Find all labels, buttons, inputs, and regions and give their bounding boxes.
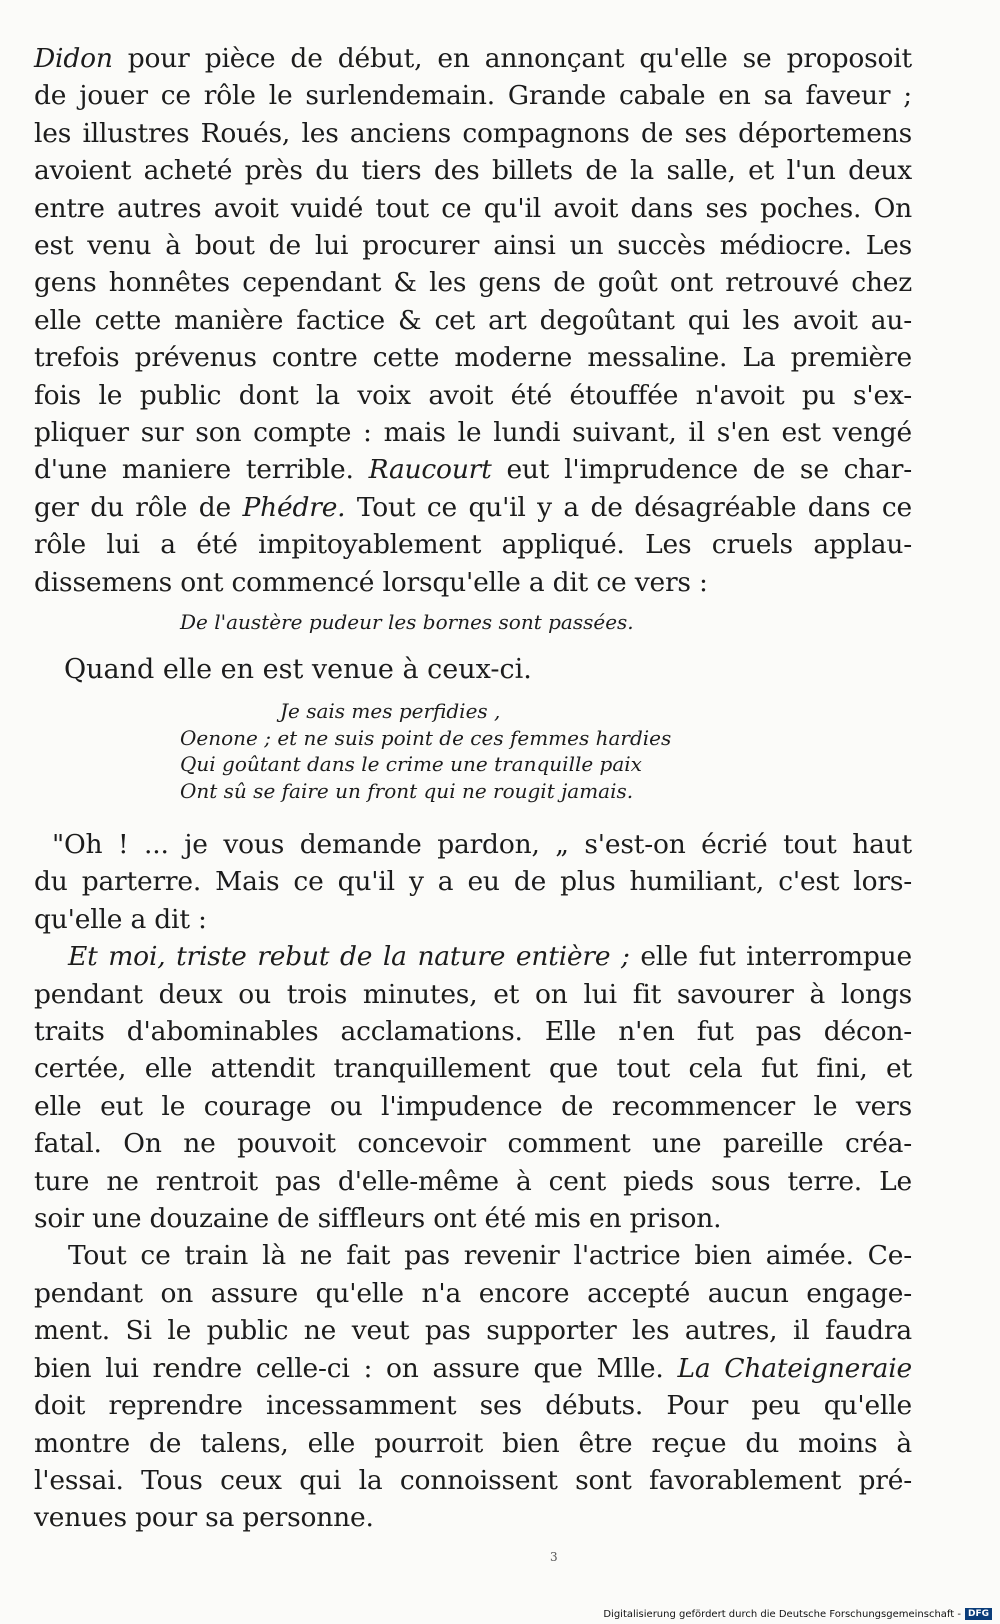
text-line [34, 1350, 912, 1387]
text-line: traits d'abominables acclamations. Elle n'en fut pas décon- [34, 1016, 912, 1048]
text-line: pliquer sur son compte : mais le lundi suivant, il s'en est vengé [34, 417, 912, 449]
chateigneraie-name: La Chateigneraie [677, 1352, 912, 1384]
text-line: gens honnêtes cependant & les gens de goût ont retrouvé chez [34, 267, 912, 299]
text-line: qu'elle a dit : [34, 903, 207, 935]
text-line: pendant deux ou trois minutes, et on lui fit savourer à longs [34, 978, 912, 1010]
phedre-title: Phédre. [242, 491, 346, 523]
verse-line: Oenone ; et ne suis point de ces femmes hardies [180, 725, 672, 750]
quoted-verses [180, 698, 671, 804]
text-line [34, 40, 912, 77]
text-line [34, 489, 912, 526]
line-text: bien lui rendre celle-ci : on assure que Mlle. [34, 1352, 664, 1384]
quoted-verse: De l'austère pudeur les bornes sont passées. [180, 610, 634, 634]
page-mark: 3 [550, 1550, 558, 1564]
text-line [34, 451, 912, 488]
text-line: est venu à bout de lui procurer ainsi un succès médiocre. Les [34, 230, 912, 262]
text-line: elle eut le courage ou l'impudence de recommencer le vers [34, 1090, 912, 1122]
text-line: de jouer ce rôle le surlendemain. Grande cabale en sa faveur ; [34, 80, 912, 112]
text-line: fois le public dont la voix avoit été étouffée n'avoit pu s'ex- [34, 379, 912, 411]
text-line: "Oh ! ... je vous demande pardon, „ s'est-on écrié tout haut [52, 829, 912, 860]
text-line: rôle lui a été impitoyablement appliqué. Les cruels applau- [34, 529, 912, 561]
transition-line: Quand elle en est venue à ceux-ci. [64, 654, 532, 685]
reaction-text [34, 826, 912, 1537]
verse-line: Ont sû se faire un front qui ne rougit jamais. [180, 778, 634, 803]
text-line: doit reprendre incessamment ses débuts. Pour peu qu'elle [34, 1390, 912, 1422]
text-line: montre de talens, elle pourroit bien être reçue du moins à [34, 1427, 912, 1459]
dfg-logo: DFG [965, 1608, 992, 1620]
text-line: pendant on assure qu'elle n'a encore accepté aucun engage- [34, 1277, 912, 1309]
raucourt-name: Raucourt [368, 454, 492, 486]
line-text: Tout ce qu'il y a de désagréable dans ce [345, 491, 913, 523]
text-line: ture ne rentroit pas d'elle-même à cent pieds sous terre. Le [34, 1165, 912, 1197]
text-line: avoient acheté près du tiers des billets de la salle, et l'un deux [34, 155, 912, 187]
text-line: ment. Si le public ne veut pas supporter les autres, il faudra [34, 1315, 912, 1347]
text-line: elle cette manière factice & cet art degoûtant qui les avoit au- [34, 304, 912, 336]
text-line: soir une douzaine de siffleurs ont été mis en prison. [34, 1203, 722, 1235]
line-text: elle fut interrompue [629, 941, 912, 973]
quoted-verse-inline: Et moi, triste rebut de la nature entière ; [68, 941, 630, 973]
line-text: d'une maniere terrible. [34, 454, 354, 486]
footer-text: Digitalisierung gefördert durch die Deutsche Forschungsgemeinschaft - [603, 1608, 961, 1620]
line-text: ger du rôle de [34, 491, 243, 523]
text-line: fatal. On ne pouvoit concevoir comment une pareille créa- [34, 1128, 912, 1160]
text-line: du parterre. Mais ce qu'il y a eu de plus humiliant, c'est lors- [34, 866, 912, 898]
text-line: les illustres Roués, les anciens compagnons de ses déportemens [34, 117, 912, 149]
text-line: dissemens ont commencé lorsqu'elle a dit ce vers : [34, 566, 708, 598]
didon-name: Didon [34, 43, 113, 74]
text-line: venues pour sa personne. [34, 1502, 374, 1534]
text-line: certée, elle attendit tranquillement que tout cela fut fini, et [34, 1053, 912, 1085]
paragraph-opening [34, 40, 912, 601]
line-text: pour pièce de début, en annonçant qu'elle se proposoit [112, 43, 912, 74]
text-line [34, 938, 912, 975]
opening-text [34, 40, 912, 601]
line-text: eut l'imprudence de se char- [491, 454, 912, 486]
text-line: Tout ce train là ne fait pas revenir l'actrice bien aimée. Ce- [68, 1240, 912, 1272]
verse-line: Qui goûtant dans le crime une tranquille paix [180, 752, 642, 776]
text-line: l'essai. Tous ceux qui la connoissent sont favorablement pré- [34, 1464, 912, 1496]
text-line: trefois prévenus contre cette moderne messaline. La première [34, 342, 912, 374]
verse-line: Je sais mes perfidies , [280, 699, 501, 723]
text-line: entre autres avoit vuidé tout ce qu'il avoit dans ses poches. On [34, 192, 912, 224]
digitization-footer [603, 1608, 992, 1620]
paragraph-reaction [34, 826, 912, 1537]
